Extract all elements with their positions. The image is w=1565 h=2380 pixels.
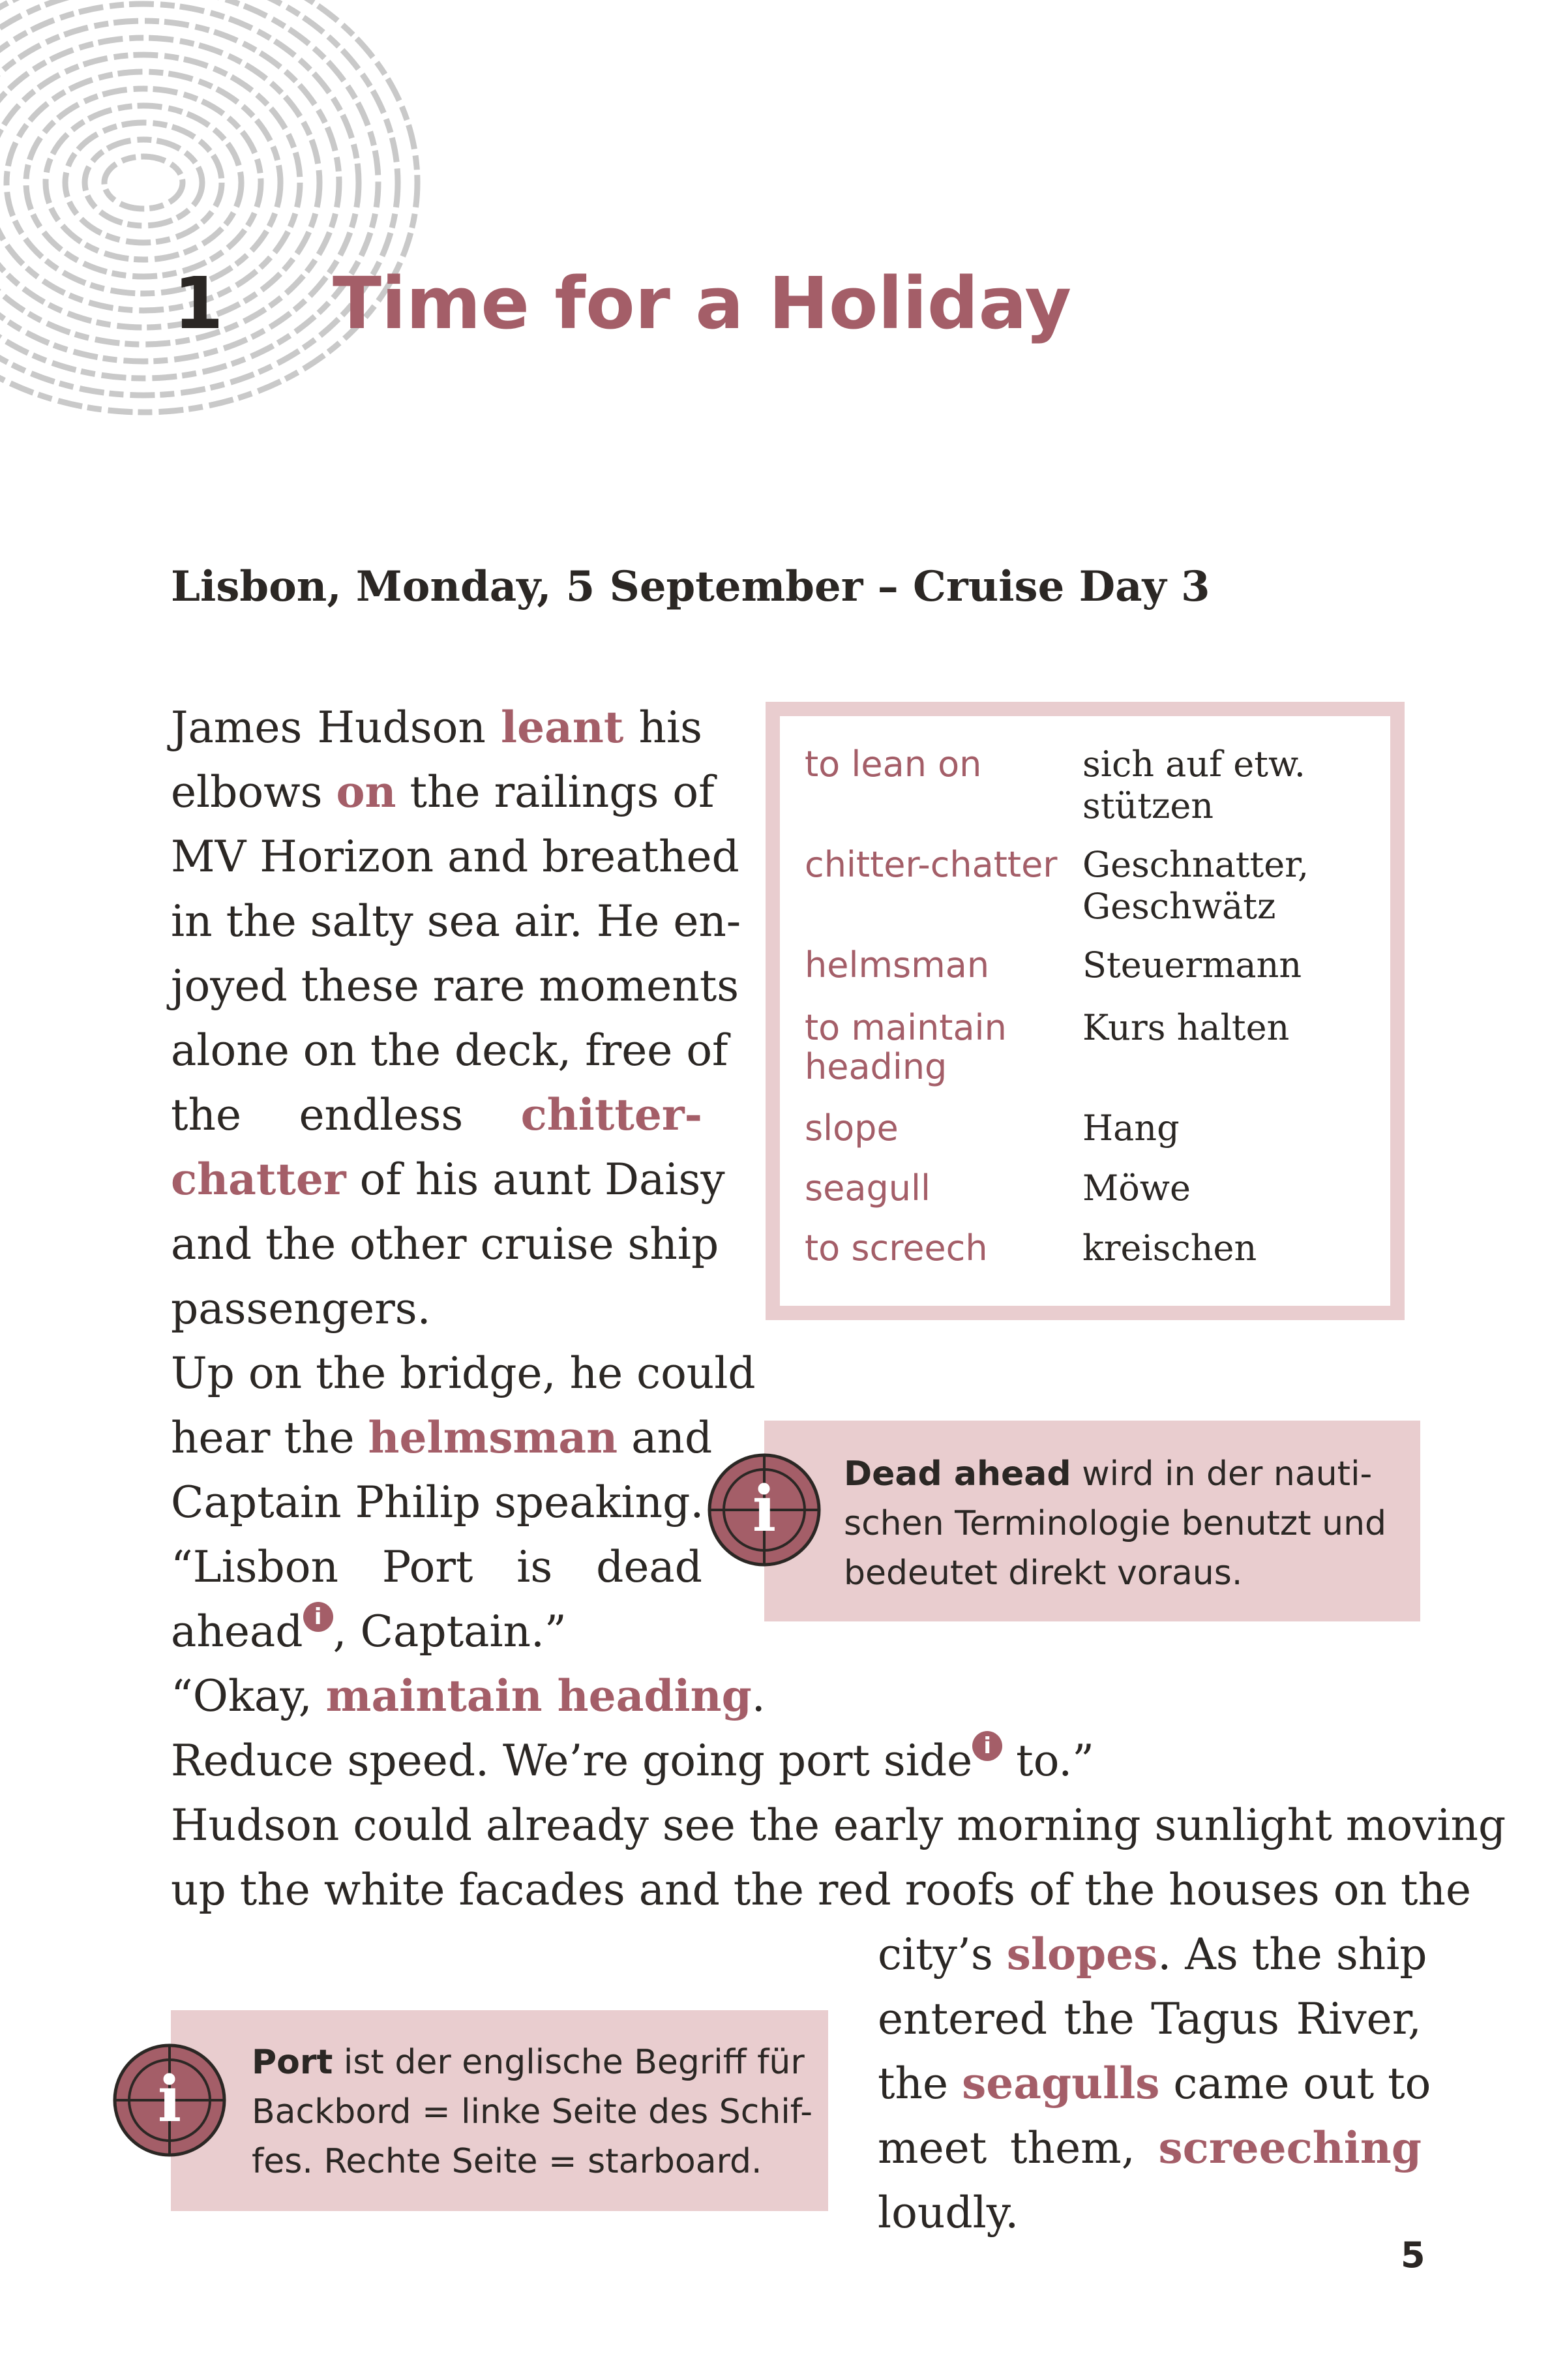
- story-text-run: .: [751, 1671, 766, 1721]
- page-number: 5: [1401, 2235, 1425, 2276]
- vocab-translation: Möwe: [1082, 1167, 1191, 1209]
- vocab-term: seagull: [805, 1167, 931, 1209]
- story-line: [878, 1922, 1427, 1987]
- story-line: [878, 2180, 1422, 2245]
- story-text-run: “Okay,: [171, 1671, 326, 1721]
- story-line: [171, 1728, 1094, 1793]
- story-text-run: alone on the deck, free of: [171, 1025, 728, 1076]
- vocab-translation: sich auf etw. stützen: [1082, 744, 1305, 826]
- vocab-term: to maintain heading: [805, 1007, 1007, 1087]
- vocab-translation: kreischen: [1082, 1228, 1257, 1269]
- story-text-run: Captain Philip speaking.: [171, 1477, 704, 1528]
- story-line: [878, 2051, 1431, 2116]
- story-text-run: up the white facades and the red roofs of the houses on the: [171, 1865, 1472, 1915]
- story-text-run: and: [618, 1413, 713, 1463]
- story-text-run: loudly.: [878, 2188, 1019, 2238]
- story-text-run: elbows: [171, 767, 336, 817]
- story-text-run: to.”: [1002, 1736, 1094, 1786]
- story-text-run: the endless: [171, 1090, 521, 1140]
- chapter-number: 1: [173, 262, 224, 345]
- info-text-port: Port ist der englische Begriff für Backbord = linke Seite des Schif- fes. Rechte Seite = starboard.: [252, 2043, 813, 2181]
- vocab-term: to lean on: [805, 744, 982, 785]
- vocab-keyword: slopes: [1006, 1929, 1158, 1980]
- info-text-dead-ahead: Dead ahead wird in der nauti- schen Terminologie benutzt und bedeutet direkt voraus.: [844, 1454, 1387, 1593]
- story-text-run: Hudson could already see the early morning sunlight moving: [171, 1800, 1506, 1850]
- story-text-run: Reduce speed. We’re going port side: [171, 1736, 973, 1786]
- vocab-term: chitter-chatter: [805, 844, 1058, 885]
- story-text-run: joyed these rare moments: [171, 961, 739, 1011]
- story-line: [171, 1276, 702, 1341]
- story-line: [171, 1212, 719, 1276]
- story-line: [878, 2116, 1422, 2180]
- story-line: [878, 1987, 1422, 2051]
- svg-text:i: i: [157, 2062, 182, 2136]
- info-keyword: Dead ahead: [844, 1454, 1071, 1494]
- story-text-run: , Captain.”: [333, 1606, 567, 1657]
- story-text-run: meet them,: [878, 2123, 1159, 2173]
- story-text-run: the railings of: [396, 767, 715, 817]
- chapter-title: Time for a Holiday: [333, 262, 1072, 345]
- info-marker-icon: i: [972, 1731, 1002, 1761]
- story-text-run: passengers.: [171, 1284, 431, 1334]
- vocab-translation: Kurs halten: [1082, 1007, 1290, 1048]
- svg-text:i: i: [752, 1472, 777, 1546]
- vocab-keyword: seagulls: [962, 2058, 1160, 2109]
- story-text-run: came out to: [1159, 2058, 1431, 2109]
- vocab-term: helmsman: [805, 944, 990, 986]
- vocab-term: slope: [805, 1107, 899, 1149]
- vocab-keyword: leant: [501, 702, 624, 753]
- info-marker-icon: i: [303, 1602, 333, 1632]
- vocab-keyword: on: [336, 766, 396, 817]
- story-line: [171, 1018, 728, 1083]
- story-line: [171, 889, 741, 954]
- story-text-run: and the other cruise ship: [171, 1219, 719, 1269]
- story-text-run: of his aunt Daisy: [346, 1154, 725, 1205]
- vocab-translation: Hang: [1082, 1107, 1180, 1149]
- info-icon: [111, 2041, 228, 2159]
- story-text-run: in the salty sea air. He en-: [171, 896, 741, 946]
- story-line: [171, 760, 715, 824]
- story-text-run: entered the Tagus River,: [878, 1994, 1422, 2044]
- story-line: [171, 1858, 1472, 1922]
- fingerprint-graphic: [0, 0, 470, 483]
- story-text-run: James Hudson: [171, 702, 501, 753]
- vocab-keyword: helmsman: [368, 1412, 618, 1463]
- story-line: [171, 1664, 766, 1728]
- info-keyword: Port: [252, 2043, 333, 2082]
- story-line: [171, 1793, 1506, 1858]
- dateline: Lisbon, Monday, 5 September – Cruise Day 3: [171, 562, 1210, 611]
- story-line: [171, 954, 739, 1018]
- story-line: [171, 1599, 702, 1664]
- story-text-run: MV Horizon and breathed: [171, 832, 739, 882]
- story-line: [171, 1470, 702, 1535]
- story-text-run: city’s: [878, 1929, 1007, 1980]
- story-text-run: . As the ship: [1157, 1929, 1427, 1980]
- story-text-run: the: [878, 2058, 962, 2109]
- story-line: [171, 1341, 756, 1406]
- vocab-translation: Steuermann: [1082, 944, 1302, 986]
- story-line: [171, 1147, 725, 1212]
- vocab-keyword: screeching: [1158, 2122, 1422, 2173]
- story-line: [171, 824, 739, 889]
- vocab-keyword: chatter: [171, 1154, 346, 1205]
- story-text-run: hear the: [171, 1413, 368, 1463]
- story-text-run: “Lisbon Port is dead: [171, 1542, 702, 1592]
- vocab-term: to screech: [805, 1228, 988, 1269]
- vocab-keyword: chitter-: [520, 1089, 702, 1140]
- story-line: [171, 1406, 713, 1470]
- story-line: [171, 1083, 702, 1147]
- story-line: [171, 1535, 702, 1599]
- story-text-run: Up on the bridge, he could: [171, 1348, 756, 1398]
- story-text-run: his: [623, 702, 702, 753]
- story-text-run: ahead: [171, 1606, 303, 1657]
- info-icon: [706, 1451, 823, 1569]
- vocab-keyword: maintain heading: [325, 1670, 752, 1721]
- story-line: [171, 695, 702, 760]
- vocab-translation: Geschnatter, Geschwätz: [1082, 844, 1309, 927]
